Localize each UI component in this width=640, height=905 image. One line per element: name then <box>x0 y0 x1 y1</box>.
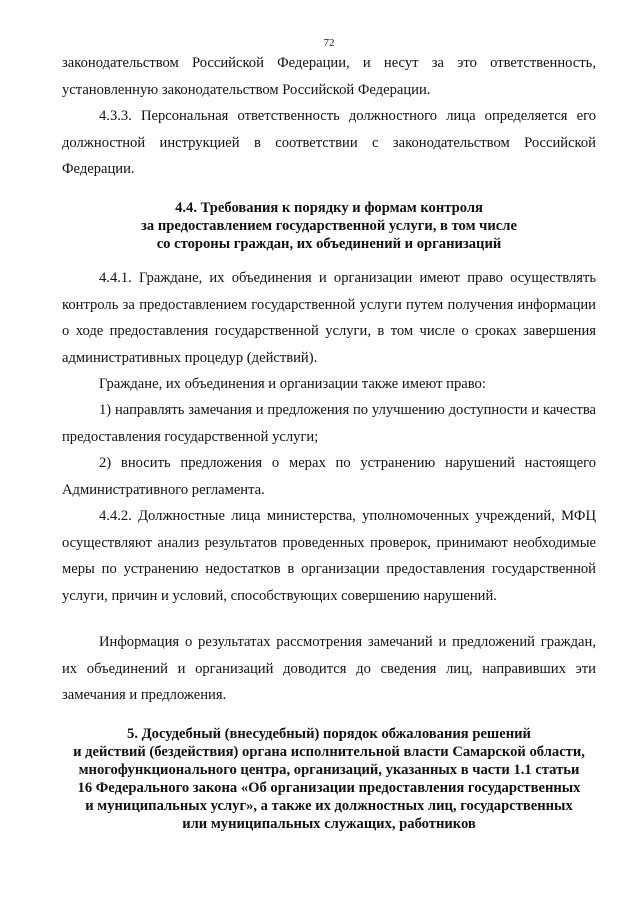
paragraph-right-2: 2) вносить предложения о мерах по устранению нарушений настоящего Административного регламента. <box>62 455 596 498</box>
heading-line: и муниципальных услуг», а также их должностных лиц, государственных <box>85 798 573 814</box>
heading-line: со стороны граждан, их объединений и организаций <box>156 236 502 252</box>
page-number: 72 <box>323 37 335 49</box>
paragraph-4-4-1: 4.4.1. Граждане, их объединения и организации имеют право осуществлять контроль за предоставлением государственной услуги путем получения информации о ходе предоставления государственной услуги, в том числе о сроках завершения административных процедур (действий). <box>62 270 596 366</box>
paragraph-information: Информация о результатах рассмотрения замечаний и предложений граждан, их объединений и организаций доводится до сведения лиц, направивших эти замечания и предложения. <box>62 634 596 703</box>
paragraph-rights-intro: Граждане, их объединения и организации также имеют право: <box>99 376 486 392</box>
heading-line: или муниципальных служащих, работников <box>182 816 476 832</box>
heading-line: и действий (бездействия) органа исполнительной власти Самарской области, <box>73 744 585 760</box>
paragraph-4-3-3: 4.3.3. Персональная ответственность должностного лица определяется его должностной инструкцией в соответствии с законодательством Российской Федерации. <box>62 108 596 177</box>
heading-line: 5. Досудебный (внесудебный) порядок обжалования решений <box>127 726 531 742</box>
heading-line: 4.4. Требования к порядку и формам контроля <box>175 200 483 216</box>
section-heading-4-4 <box>62 199 596 253</box>
paragraph-right-1: 1) направлять замечания и предложения по улучшению доступности и качества предоставления государственной услуги; <box>62 402 596 445</box>
section-heading-5 <box>62 725 596 833</box>
heading-line: 16 Федерального закона «Об организации предоставления государственных <box>77 780 581 796</box>
paragraph-4-4-2: 4.4.2. Должностные лица министерства, уполномоченных учреждений, МФЦ осуществляют анализ результатов проведенных проверок, принимают необходимые меры по устранению недостатков в организации предоставления государственной услуги, причин и условий, способствующих совершению нарушений. <box>62 508 596 604</box>
heading-line: многофункционального центра, организаций, указанных в части 1.1 статьи <box>78 762 580 778</box>
paragraph-liability-continued: законодательством Российской Федерации, и несут за это ответственность, установленную законодательством Российской Федерации. <box>62 55 596 98</box>
heading-line: за предоставлением государственной услуги, в том числе <box>141 218 517 234</box>
